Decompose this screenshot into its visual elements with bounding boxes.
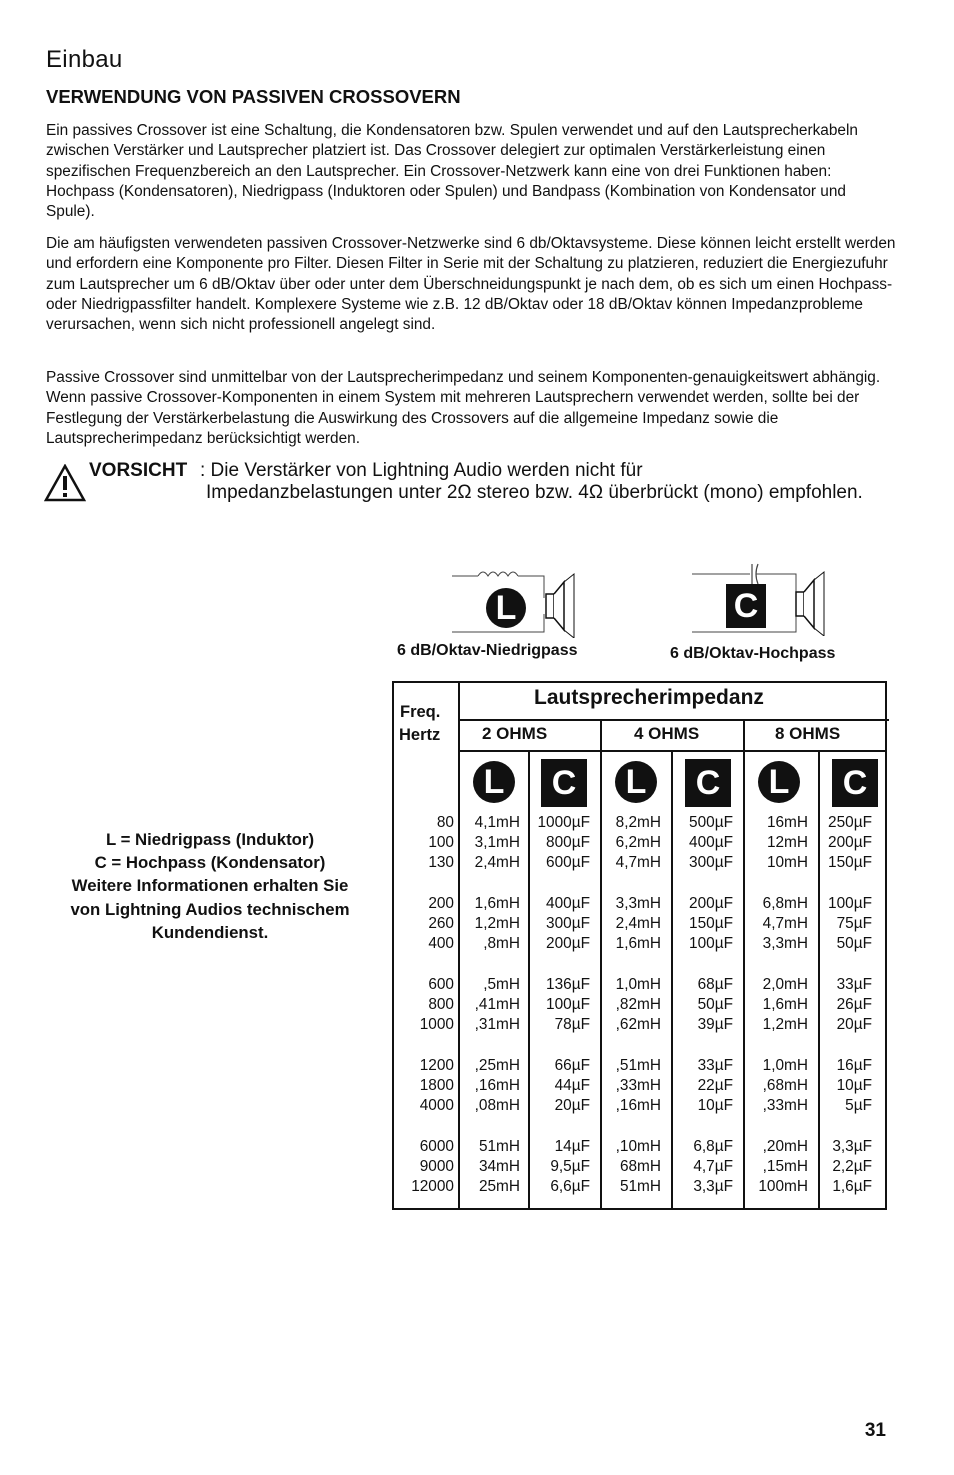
cell-freq: 1000 [419,1016,454,1034]
freq-header-line2: Hertz [399,726,441,744]
cell-freq: 800 [428,996,454,1014]
cell-l-4ohm: 6,2mH [615,834,661,852]
cell-l-4ohm: ,10mH [615,1138,661,1155]
cell-l-2ohm: 1,2mH [474,915,520,933]
cell-l-4ohm: 51mH [619,1178,661,1196]
cell-c-8ohm: 5µF [845,1097,872,1115]
cell-l-8ohm: 4,7mH [762,915,808,933]
cell-l-2ohm: 25mH [478,1178,520,1196]
cell-c-8ohm: 100µF [828,895,872,912]
cell-freq: 80 [436,814,454,831]
cell-l-8ohm: 100mH [758,1178,808,1196]
cell-l-2ohm: ,5mH [483,976,520,993]
cell-l-4ohm: ,16mH [615,1097,661,1115]
cell-c-4ohm: 4,7µF [693,1158,733,1176]
cell-l-8ohm: 1,0mH [762,1057,808,1074]
cell-c-2ohm: 200µF [546,935,590,953]
cell-l-2ohm: ,25mH [474,1057,520,1074]
cell-l-8ohm: 10mH [766,854,808,872]
cell-c-8ohm: 150µF [828,854,872,872]
cell-l-8ohm: 1,2mH [762,1016,808,1034]
cell-l-4ohm: 68mH [619,1158,661,1176]
cell-c-8ohm: 33µF [836,976,872,993]
cell-c-2ohm: 600µF [546,854,590,872]
paragraph-3: Passive Crossover sind unmittelbar von der Lautsprecherimpedanz und seinem Komponenten-genauigkeitswert abhängig. Wenn passive Crossover-Komponenten in einem System mit mehreren Lautsprechern verwendet werden, sollte bei der Festlegung der Verstärkerbelastung die Auswirkung des Crossovers auf die allgemeine Impedanz sowie die Lautsprecherimpedanz berücksichtigt werden. [46,369,881,447]
cell-freq: 4000 [419,1097,454,1115]
cell-c-4ohm: 300µF [689,854,733,872]
impedance-table [392,681,887,1210]
table-title: Lautsprecherimpedanz [534,686,764,709]
cell-c-2ohm: 6,6µF [550,1178,590,1196]
cell-c-8ohm: 2,2µF [832,1158,872,1176]
cell-c-8ohm: 16µF [836,1057,872,1074]
cell-c-4ohm: 200µF [689,895,733,912]
cell-l-2ohm: 1,6mH [474,895,520,912]
cell-l-2ohm: ,16mH [474,1077,520,1095]
cell-c-8ohm: 50µF [836,935,872,953]
column-badge-c-8ohm: C [832,759,878,807]
cell-l-4ohm: 4,7mH [615,854,661,872]
cell-c-8ohm: 200µF [828,834,872,852]
cell-l-8ohm: 12mH [766,834,808,852]
cell-c-4ohm: 22µF [697,1077,733,1095]
ohm-header-8: 8 OHMS [775,724,841,743]
cell-c-8ohm: 20µF [836,1016,872,1034]
warning-triangle-icon [44,464,86,508]
cell-l-2ohm: ,08mH [474,1097,520,1115]
cell-l-2ohm: 2,4mH [474,854,520,872]
legend-line-3: Weitere Informationen erhalten Sie [71,876,349,896]
legend-line-5: Kundendienst. [151,922,269,942]
cell-l-8ohm: ,15mH [762,1158,808,1176]
cell-c-4ohm: 6,8µF [693,1138,733,1155]
cell-freq: 100 [428,834,454,852]
cell-c-4ohm: 150µF [689,915,733,933]
cell-l-4ohm: ,62mH [615,1016,661,1034]
warning-text-line1: : Die Verstärker von Lightning Audio werden nicht für [200,460,643,481]
cell-l-2ohm: ,31mH [474,1016,520,1034]
cell-c-2ohm: 44µF [554,1077,590,1095]
cell-l-4ohm: ,82mH [615,996,661,1014]
column-badge-c-4ohm: C [685,759,731,807]
lowpass-diagram [452,568,582,638]
cell-freq: 9000 [419,1158,454,1176]
highpass-diagram [692,560,832,636]
cell-c-2ohm: 800µF [546,834,590,852]
cell-freq: 12000 [411,1178,454,1196]
cell-c-2ohm: 66µF [554,1057,590,1074]
cell-c-2ohm: 78µF [554,1016,590,1034]
ohm-header-4: 4 OHMS [634,724,700,743]
warning-text-rest: Impedanzbelastungen unter 2Ω stereo bzw. 4Ω überbrückt (mono) empfohlen. [206,482,863,503]
cell-l-8ohm: 2,0mH [762,976,808,993]
cell-l-2ohm: ,41mH [474,996,520,1014]
cell-c-8ohm: 75µF [836,915,872,933]
cell-l-2ohm: ,8mH [483,935,520,953]
cell-l-2ohm: 34mH [478,1158,520,1176]
cell-c-8ohm: 10µF [836,1077,872,1095]
cell-freq: 400 [428,935,454,953]
cell-l-2ohm: 4,1mH [474,814,520,831]
cell-freq: 200 [428,895,454,912]
cell-c-2ohm: 136µF [546,976,590,993]
cell-c-2ohm: 1000µF [537,814,590,831]
cell-l-8ohm: ,68mH [762,1077,808,1095]
cell-c-2ohm: 100µF [546,996,590,1014]
cell-l-4ohm: ,33mH [615,1077,661,1095]
lowpass-caption: 6 dB/Oktav-Niedrigpass [397,642,578,659]
warning-label: VORSICHT [89,460,188,481]
cell-l-4ohm: 3,3mH [615,895,661,912]
highpass-letter-badge: C [726,584,766,628]
cell-c-8ohm: 1,6µF [832,1178,872,1196]
cell-c-2ohm: 400µF [546,895,590,912]
cell-freq: 260 [428,915,454,933]
cell-c-4ohm: 50µF [697,996,733,1014]
cell-l-8ohm: ,33mH [762,1097,808,1115]
column-badge-c-2ohm: C [541,759,587,807]
cell-freq: 130 [428,854,454,872]
paragraph-1: Ein passives Crossover ist eine Schaltung, die Kondensatoren bzw. Spulen verwendet und auf den Lautsprecherkabeln zwischen Verstärker und Lautsprecher platziert ist. Das Crossover delegiert zur optimalen Verstärkerleistung einen spezifischen Frequenzbereich an den Lautsprecher. Ein Crossover-Netzwerk kann eine von drei Funktionen haben: Hochpass (Kondensatoren), Niedrigpass (Induktoren oder Spulen) und Bandpass (Kombination von Kondensator und Spule). [46,122,858,221]
cell-freq: 1200 [419,1057,454,1074]
cell-c-2ohm: 9,5µF [550,1158,590,1176]
freq-header-line1: Freq. [400,703,441,721]
cell-c-4ohm: 500µF [689,814,733,831]
cell-c-4ohm: 33µF [697,1057,733,1074]
cell-l-8ohm: 6,8mH [762,895,808,912]
ohm-header-2: 2 OHMS [482,724,548,743]
paragraph-2: Die am häufigsten verwendeten passiven Crossover-Netzwerke sind 6 db/Oktavsysteme. Diese können leicht erstellt werden und erfordern eine Komponente pro Filter. Diesen Filter in Serie mit der Schaltung zu platzieren, reduziert die Energiezufuhr zum Lautsprecher um 6 dB/Oktav über oder unter dem Überschneidungspunkt je nach dem, ob es sich um einen Hochpass- oder Niedrigpassfilter handelt. Komplexere Systeme wie z.B. 12 dB/Oktav oder 18 dB/Oktav können Impedanzprobleme verursachen, wenn sich nicht professionell angelegt sind. [46,235,896,334]
cell-l-8ohm: 3,3mH [762,935,808,953]
highpass-caption: 6 dB/Oktav-Hochpass [670,645,836,662]
cell-l-8ohm: 16mH [766,814,808,831]
page-number: 31 [864,1420,886,1441]
heading: VERWENDUNG VON PASSIVEN CROSSOVERN [46,86,461,107]
cell-c-8ohm: 26µF [836,996,872,1014]
cell-l-4ohm: 1,6mH [615,935,661,953]
cell-l-2ohm: 3,1mH [474,834,520,852]
cell-c-2ohm: 300µF [546,915,590,933]
cell-l-4ohm: 2,4mH [615,915,661,933]
cell-l-2ohm: 51mH [478,1138,520,1155]
lowpass-letter-badge: L [486,588,526,628]
cell-c-2ohm: 14µF [554,1138,590,1155]
column-badge-l-4ohm: L [615,761,657,803]
cell-freq: 6000 [419,1138,454,1155]
section-title: Einbau [46,46,123,73]
cell-c-4ohm: 100µF [689,935,733,953]
cell-l-4ohm: 1,0mH [615,976,661,993]
cell-c-8ohm: 3,3µF [832,1138,872,1155]
legend-line-2: C = Hochpass (Kondensator) [94,853,326,873]
column-badge-l-2ohm: L [473,761,515,803]
cell-l-4ohm: 8,2mH [615,814,661,831]
cell-c-4ohm: 68µF [697,976,733,993]
cell-l-8ohm: ,20mH [762,1138,808,1155]
legend-line-1: L = Niedrigpass (Induktor) [105,830,315,849]
cell-freq: 600 [428,976,454,993]
cell-l-8ohm: 1,6mH [762,996,808,1014]
cell-c-2ohm: 20µF [554,1097,590,1115]
cell-c-4ohm: 400µF [689,834,733,852]
cell-c-8ohm: 250µF [828,814,872,831]
legend-line-4: von Lightning Audios technischem [70,899,350,919]
cell-l-4ohm: ,51mH [615,1057,661,1074]
cell-c-4ohm: 10µF [697,1097,733,1115]
cell-freq: 1800 [419,1077,454,1095]
cell-c-4ohm: 39µF [697,1016,733,1034]
column-badge-l-8ohm: L [758,761,800,803]
legend [40,828,380,944]
cell-c-4ohm: 3,3µF [693,1178,733,1196]
